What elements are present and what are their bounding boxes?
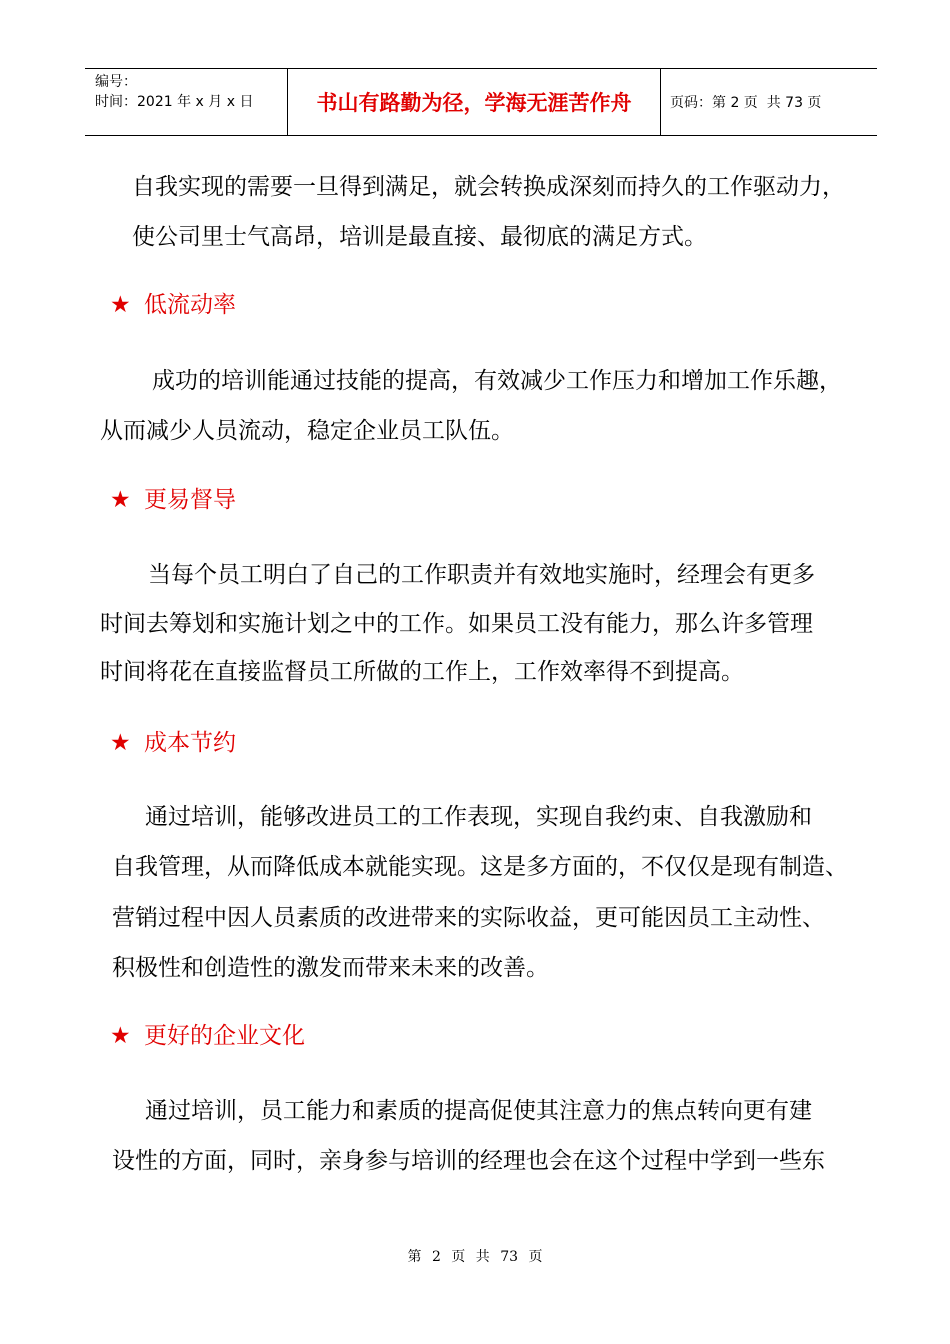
section-2-line-1: 当每个员工明白了自己的工作职责并有效地实施时，经理会有更多: [148, 562, 815, 588]
section-2-line-3: 时间将花在直接监督员工所做的工作上，工作效率得不到提高。: [100, 659, 744, 685]
section-3-line-4: 积极性和创造性的激发而带来未来的改善。: [112, 955, 549, 981]
section-3-line-2: 自我管理，从而降低成本就能实现。这是多方面的，不仅仅是现有制造、: [112, 854, 848, 880]
section-4-line-2: 设性的方面，同时，亲身参与培训的经理也会在这个过程中学到一些东: [112, 1148, 825, 1174]
star-icon: ★: [110, 1023, 131, 1049]
section-title: 更好的企业文化: [144, 1023, 305, 1049]
header-motto: 书山有路勤为径，学海无涯苦作舟: [288, 69, 661, 135]
section-title: 低流动率: [144, 292, 236, 318]
header-number-label: 编号：: [95, 74, 137, 90]
header-page-info: [661, 69, 877, 135]
section-heading-low-turnover: [110, 290, 236, 320]
star-icon: ★: [110, 487, 131, 513]
header-meta: [85, 69, 288, 135]
page-footer: 第 2 页 共 73 页: [407, 1249, 543, 1265]
section-title: 成本节约: [144, 730, 236, 756]
header-time-label: 时间：2021 年 x 月 x 日: [95, 94, 254, 110]
page-header: [85, 68, 877, 136]
section-3-line-1: 通过培训，能够改进员工的工作表现，实现自我约束、自我激励和: [145, 804, 812, 830]
star-icon: ★: [110, 730, 131, 756]
intro-line-2: 使公司里士气高昂，培训是最直接、最彻底的满足方式。: [132, 224, 707, 250]
intro-line-1: 自我实现的需要一旦得到满足，就会转换成深刻而持久的工作驱动力，: [132, 174, 845, 200]
section-4-line-1: 通过培训，员工能力和素质的提高促使其注意力的焦点转向更有建: [145, 1098, 812, 1124]
section-heading-cost-saving: [110, 728, 236, 758]
section-2-line-2: 时间去筹划和实施计划之中的工作。如果员工没有能力，那么许多管理: [100, 611, 813, 637]
star-icon: ★: [110, 292, 131, 318]
section-1-line-1: 成功的培训能通过技能的提高，有效减少工作压力和增加工作乐趣，: [152, 368, 842, 394]
section-1-line-2: 从而减少人员流动，稳定企业员工队伍。: [100, 418, 514, 444]
section-3-line-3: 营销过程中因人员素质的改进带来的实际收益，更可能因员工主动性、: [112, 905, 825, 931]
section-title: 更易督导: [144, 487, 236, 513]
header-page-info-text: 页码：第 2 页 共 73 页: [670, 95, 822, 111]
section-heading-easier-supervision: [110, 485, 236, 515]
section-heading-better-culture: [110, 1021, 305, 1051]
